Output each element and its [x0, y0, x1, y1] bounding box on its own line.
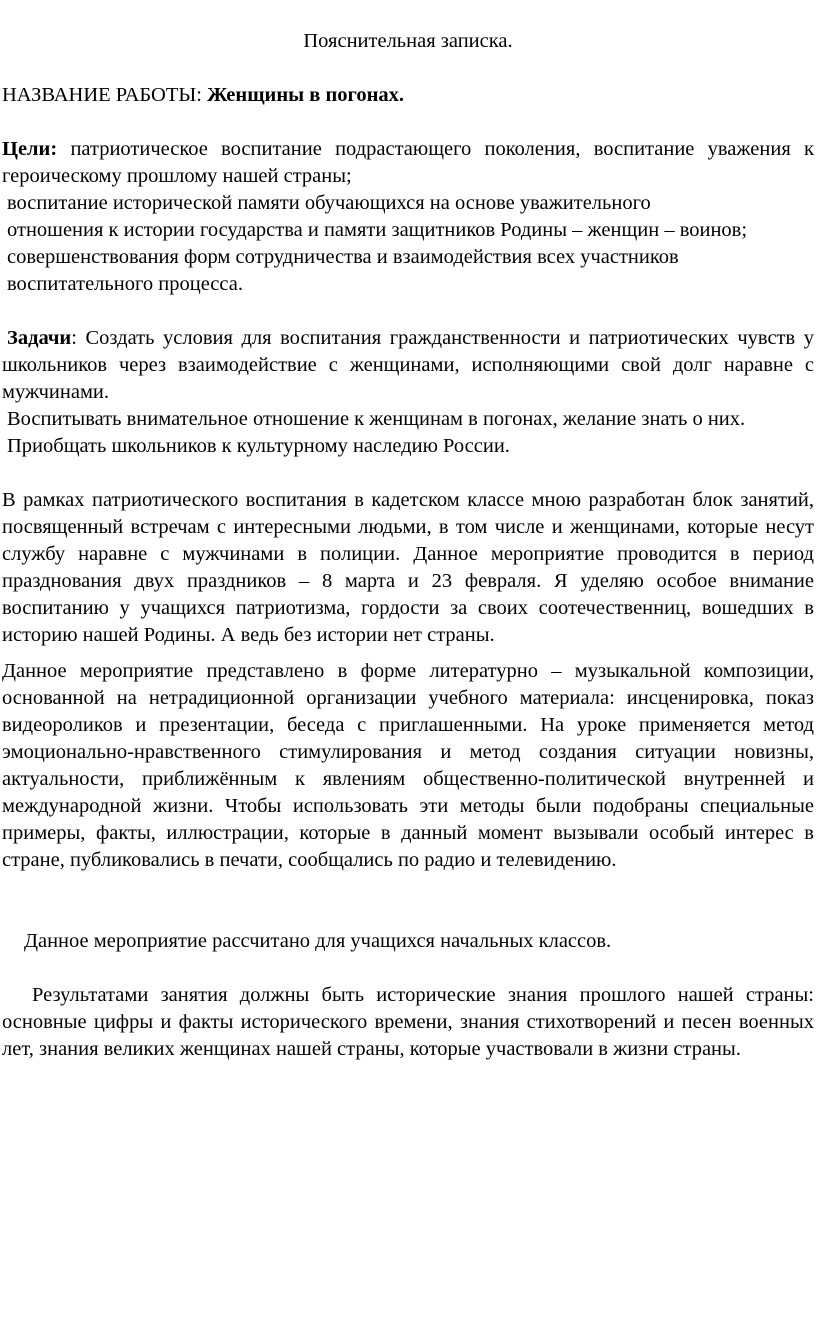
tasks-text-1: : Создать условия для воспитания гражданственности и патриотических чувств у школьников через взаимодействие с женщинами, исполняющими свой долг наравне с мужчинами.	[2, 327, 814, 403]
work-name-label: НАЗВАНИЕ РАБОТЫ:	[2, 84, 208, 106]
tasks-label: Задачи	[7, 327, 72, 349]
goals-label: Цели:	[2, 138, 58, 160]
body-paragraph-4: Результатами занятия должны быть исторические знания прошлого нашей страны: основные цифры и факты исторического времени, знания стихотворений и песен военных лет, знания великих женщинах нашей страны, которые участвовали в жизни страны.	[2, 984, 814, 1060]
goals-paragraph	[2, 136, 814, 190]
work-name	[2, 82, 814, 109]
goals-line-3: отношения к истории государства и памяти защитников Родины – женщин – воинов;	[7, 219, 748, 241]
body-paragraph-2: Данное мероприятие представлено в форме литературно – музыкальной композиции, основанной на нетрадиционной организации учебного материала: инсценировка, показ видеороликов и презентации, беседа с приглашенными. На уроке применяется метод эмоционально-нравственного стимулирования и метод создания ситуации новизны, актуальности, приближённым к явлениям общественно-политической внутренней и международной жизни. Чтобы использовать эти методы были подобраны специальные примеры, факты, иллюстрации, которые в данный момент вызывали особый интерес в стране, публиковались в печати, сообщались по радио и телевидению.	[2, 660, 814, 871]
tasks-paragraph	[2, 325, 814, 406]
goals-text-1: патриотическое воспитание подрастающего поколения, воспитание уважения к героическому прошлому нашей страны;	[2, 138, 814, 187]
body-paragraph-1: В рамках патриотического воспитания в кадетском классе мною разработан блок занятий, посвященный встречам с интересными людьми, в том числе и женщинами, которые несут службу наравне с мужчинами в полиции. Данное мероприятие проводится в период празднования двух праздников – 8 марта и 23 февраля. Я уделяю особое внимание воспитанию у учащихся патриотизма, гордости за своих соотечественниц, вошедших в историю нашей Родины. А ведь без истории нет страны.	[2, 489, 814, 646]
work-name-value: Женщины в погонах.	[207, 84, 405, 106]
goals-line-4: совершенствования форм сотрудничества и взаимодействия всех участников	[7, 246, 679, 268]
document-title: Пояснительная записка.	[303, 30, 513, 52]
tasks-line-2: Воспитывать внимательное отношение к женщинам в погонах, желание знать о них.	[7, 408, 746, 430]
tasks-line-3: Приобщать школьников к культурному наследию России.	[7, 435, 510, 457]
body-paragraph-3: Данное мероприятие рассчитано для учащихся начальных классов.	[24, 930, 612, 952]
goals-line-5: воспитательного процесса.	[7, 273, 243, 295]
goals-line-2: воспитание исторической памяти обучающихся на основе уважительного	[7, 192, 651, 214]
